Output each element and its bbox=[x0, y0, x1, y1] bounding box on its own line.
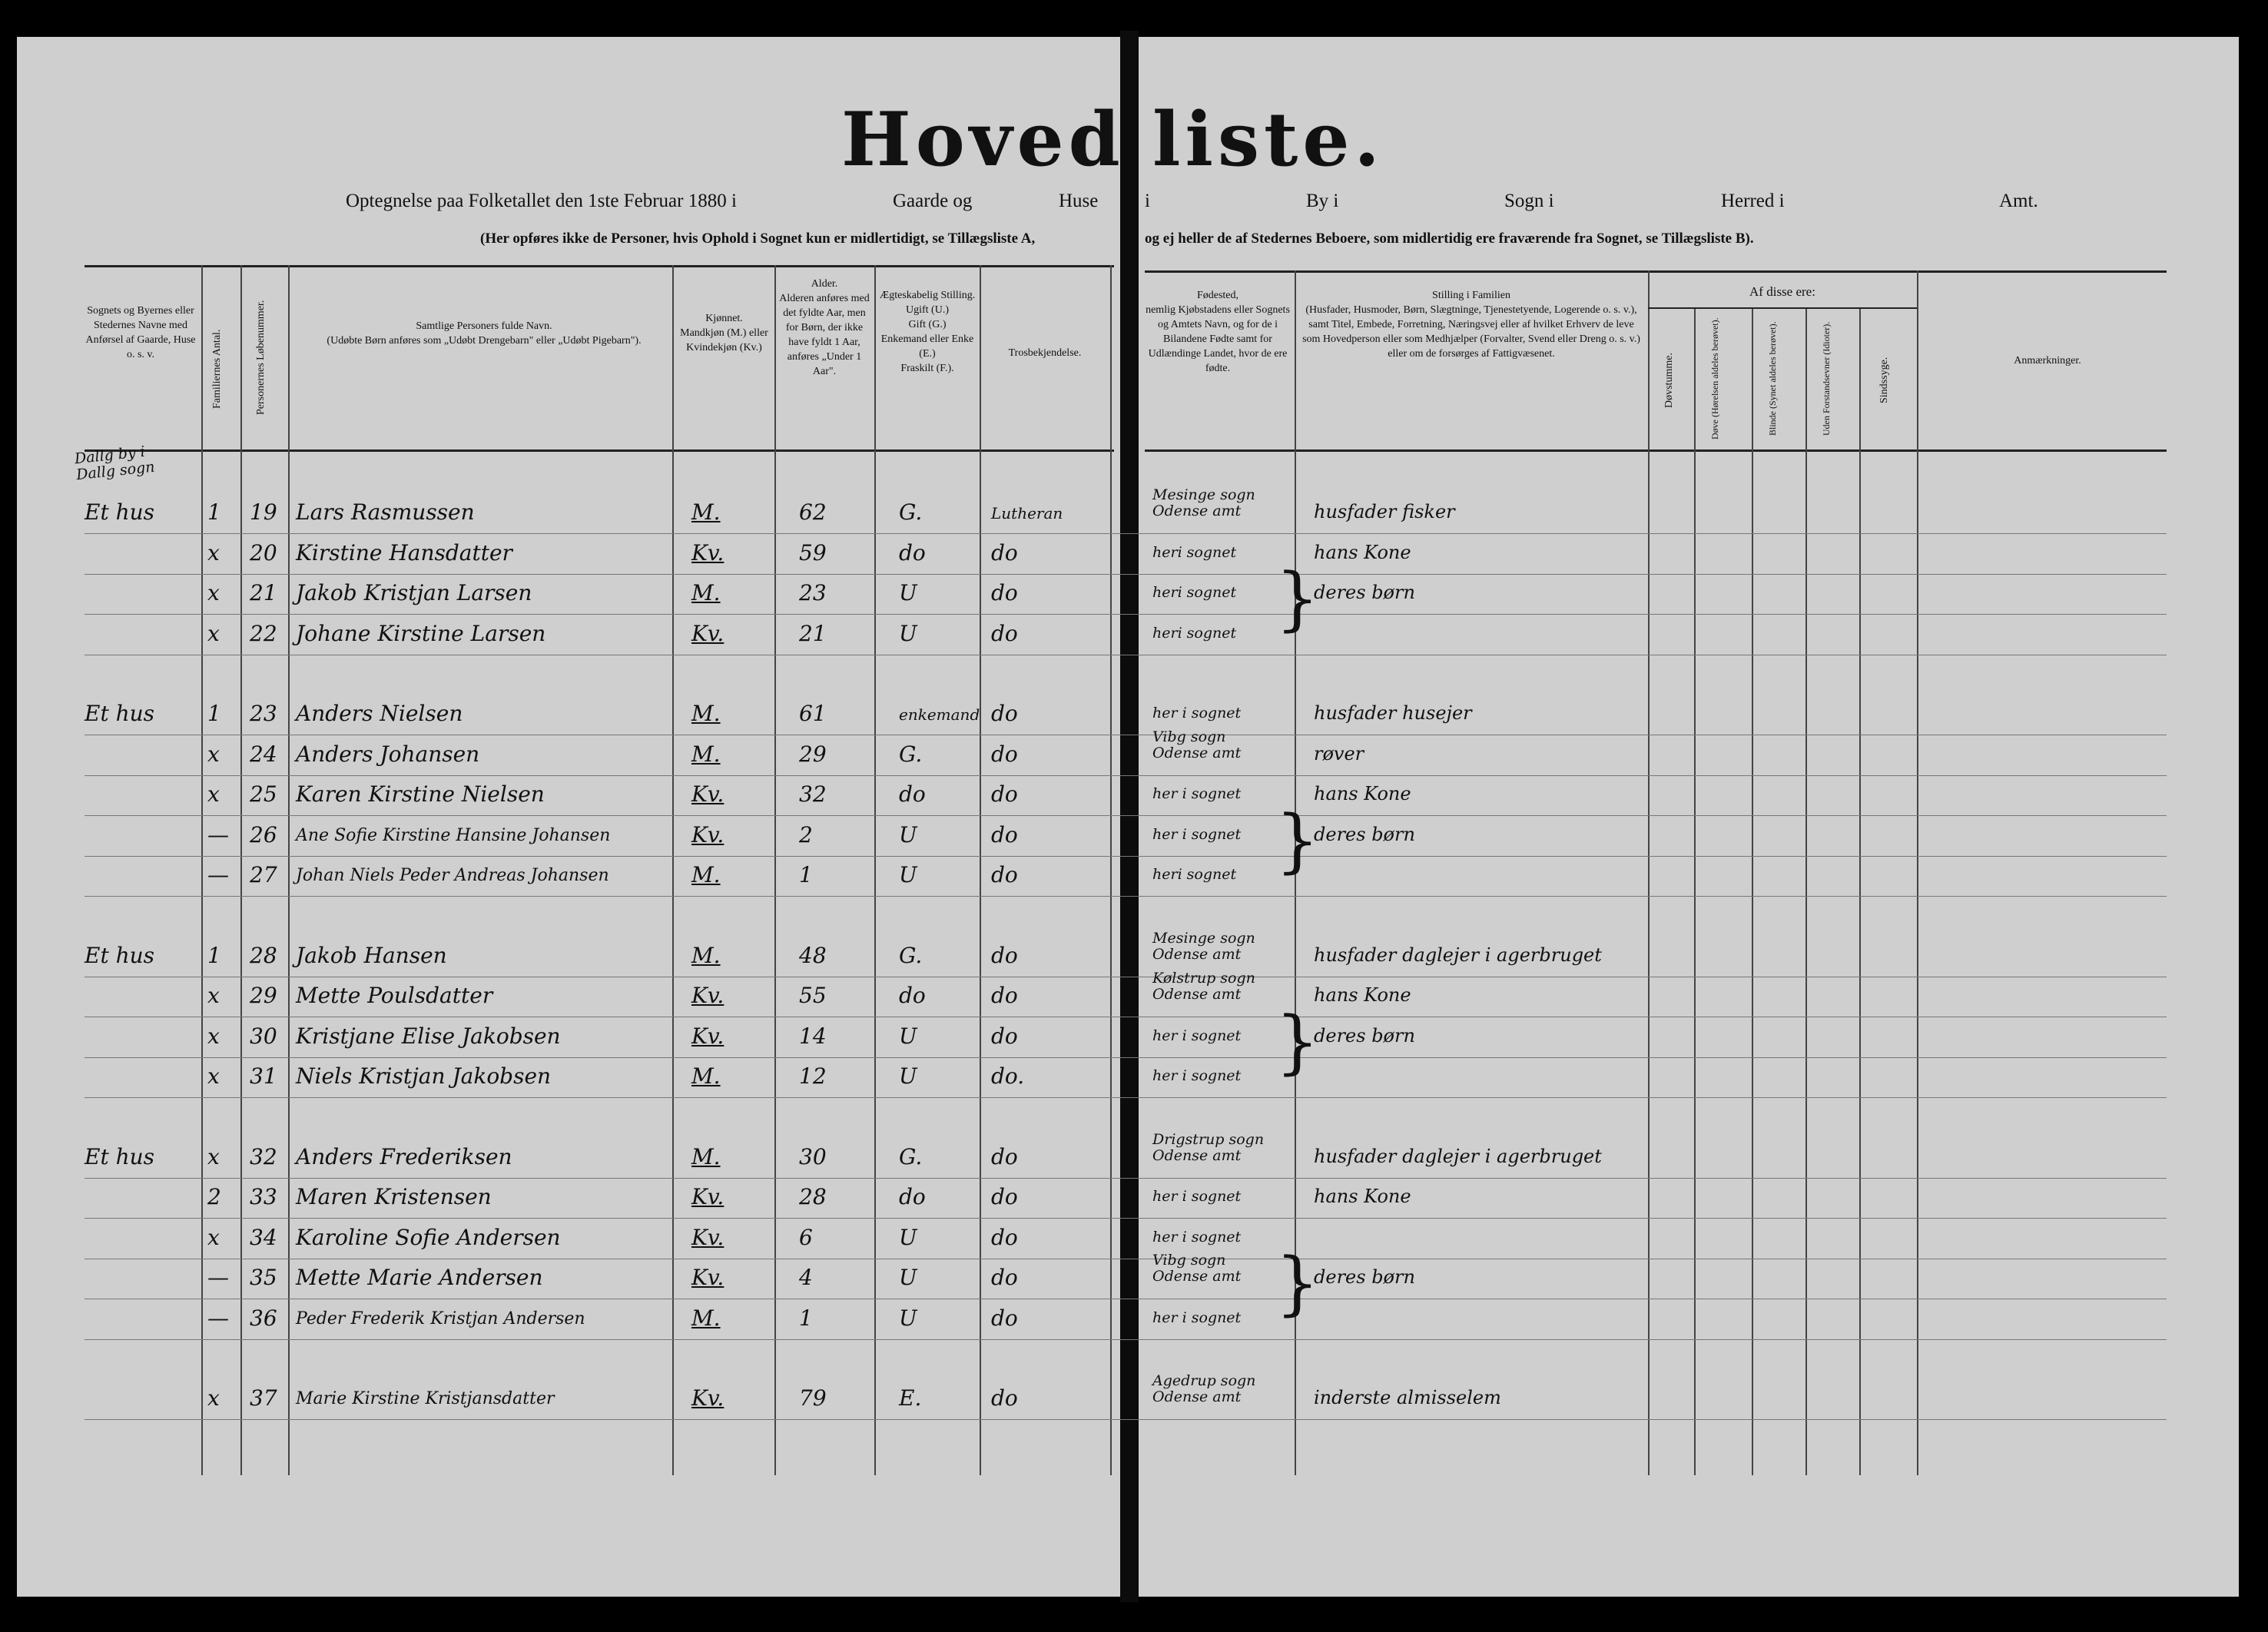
age: 2 bbox=[799, 821, 813, 848]
marital-status: U bbox=[899, 620, 917, 646]
person-number: 34 bbox=[250, 1224, 277, 1250]
birthplace: her i sognet bbox=[1152, 1067, 1242, 1084]
religion: do bbox=[991, 580, 1018, 605]
header-sex: Kjønnet. Mandkjøn (M.) eller Kvindekjøn (Kv.) bbox=[680, 313, 768, 353]
sex: Kv. bbox=[691, 1224, 724, 1250]
family-count: x bbox=[207, 1385, 220, 1411]
religion: do bbox=[991, 942, 1018, 968]
age: 59 bbox=[799, 539, 827, 566]
col-line bbox=[980, 265, 981, 1475]
birthplace: heri sognet bbox=[1152, 543, 1237, 561]
age: 62 bbox=[799, 499, 827, 525]
birthplace: Vibg sogn Odense amt bbox=[1152, 728, 1242, 761]
person-number: 36 bbox=[250, 1305, 277, 1331]
family-position: husfader husejer bbox=[1314, 702, 1472, 724]
house-label: Et hus bbox=[85, 701, 155, 726]
sex: M. bbox=[691, 1063, 721, 1089]
sex: Kv. bbox=[691, 1385, 724, 1411]
marital-status: enkemand bbox=[899, 705, 980, 724]
sex: M. bbox=[691, 580, 721, 605]
header-remarks: Anmærkninger. bbox=[2014, 355, 2081, 367]
person-name: Anders Nielsen bbox=[296, 701, 463, 726]
children-brace: } bbox=[1275, 559, 1320, 639]
family-position: deres børn bbox=[1314, 1266, 1415, 1288]
row-rule bbox=[85, 533, 2167, 534]
col-line bbox=[672, 265, 674, 1475]
header-insane: Uden Forstandsevner (Idioter). bbox=[1821, 321, 1832, 436]
person-number: 28 bbox=[250, 942, 277, 968]
religion: Lutheran bbox=[991, 504, 1063, 522]
age: 6 bbox=[799, 1224, 813, 1250]
af-disse-rule bbox=[1648, 307, 1917, 309]
row-rule bbox=[85, 815, 2167, 816]
religion: do bbox=[991, 1385, 1018, 1411]
subtitle-d: i bbox=[1145, 191, 1150, 211]
religion: do bbox=[991, 1265, 1018, 1290]
religion: do. bbox=[991, 1063, 1025, 1089]
person-number: 24 bbox=[250, 741, 277, 767]
col-line bbox=[1859, 307, 1861, 1475]
religion: do bbox=[991, 1023, 1018, 1049]
family-count: x bbox=[207, 1143, 220, 1169]
sex: Kv. bbox=[691, 620, 724, 646]
person-name: Peder Frederik Kristjan Andersen bbox=[296, 1309, 585, 1328]
note-right: og ej heller de af Stedernes Beboere, som midlertidig ere fraværende fra Sognet, se Tillægsliste B). bbox=[1145, 231, 1754, 247]
age: 79 bbox=[799, 1385, 827, 1411]
birthplace: Drigstrup sogn Odense amt bbox=[1152, 1130, 1265, 1164]
sex: Kv. bbox=[691, 539, 724, 566]
sex: M. bbox=[691, 862, 721, 887]
note-left: (Her opføres ikke de Personer, hvis Ophold i Sognet kun er midlertidigt, se Tillægsliste A, bbox=[480, 231, 1036, 247]
birthplace: Kølstrup sogn Odense amt bbox=[1152, 970, 1255, 1003]
marital-status: U bbox=[899, 1305, 917, 1331]
person-name: Jakob Kristjan Larsen bbox=[296, 580, 532, 605]
sex: Kv. bbox=[691, 821, 724, 848]
person-name: Johan Niels Peder Andreas Johansen bbox=[296, 866, 609, 885]
sex: Kv. bbox=[691, 983, 724, 1008]
house-label: Et hus bbox=[85, 942, 155, 968]
family-position: deres børn bbox=[1314, 582, 1415, 603]
family-count: 1 bbox=[207, 942, 221, 968]
marital-status: U bbox=[899, 821, 917, 848]
row-rule bbox=[85, 574, 2167, 575]
col-line bbox=[874, 265, 876, 1475]
col-line bbox=[1694, 307, 1696, 1475]
row-rule bbox=[85, 856, 2167, 857]
person-number: 19 bbox=[250, 499, 277, 525]
row-rule bbox=[85, 1218, 2167, 1219]
header-deaf: Døve (Hørelsen aldeles berøvet). bbox=[1709, 317, 1720, 440]
religion: do bbox=[991, 539, 1018, 566]
family-count: x bbox=[207, 1063, 220, 1089]
religion: do bbox=[991, 620, 1018, 646]
header-blind: Blinde (Synet aldeles berøvet). bbox=[1767, 321, 1778, 436]
birthplace: heri sognet bbox=[1152, 866, 1237, 883]
person-number: 27 bbox=[250, 862, 277, 887]
age: 30 bbox=[799, 1143, 827, 1169]
header-name: Samtlige Personers fulde Navn. (Udøbte Børn anføres som „Udøbt Drengebarn" eller „Udøbt Pigebarn"). bbox=[327, 320, 642, 347]
sex: M. bbox=[691, 942, 721, 968]
religion: do bbox=[991, 1143, 1018, 1169]
header-af-disse: Af disse ere: bbox=[1749, 284, 1815, 299]
subtitle-a: Optegnelse paa Folketallet den 1ste Februar 1880 i bbox=[346, 191, 737, 211]
family-position: røver bbox=[1314, 742, 1364, 765]
birthplace: Agedrup sogn Odense amt bbox=[1152, 1372, 1256, 1405]
person-name: Mette Poulsdatter bbox=[296, 983, 493, 1008]
person-name: Marie Kirstine Kristjansdatter bbox=[296, 1389, 555, 1408]
children-brace: } bbox=[1275, 1001, 1320, 1083]
religion: do bbox=[991, 862, 1018, 887]
birthplace: her i sognet bbox=[1152, 1188, 1242, 1205]
place-note: Dallg by i Dallg sogn bbox=[73, 443, 156, 484]
age: 28 bbox=[799, 1184, 827, 1209]
religion: do bbox=[991, 1224, 1018, 1250]
person-number: 25 bbox=[250, 781, 277, 807]
row-rule bbox=[85, 1097, 2167, 1098]
family-count: x bbox=[207, 741, 220, 767]
sex: Kv. bbox=[691, 1265, 724, 1290]
religion: do bbox=[991, 821, 1018, 848]
col-line bbox=[774, 265, 776, 1475]
age: 55 bbox=[799, 983, 827, 1008]
family-position: deres børn bbox=[1314, 823, 1415, 845]
top-rule-right bbox=[1145, 270, 2167, 273]
age: 21 bbox=[799, 620, 827, 646]
family-count: — bbox=[207, 1265, 229, 1290]
birthplace: heri sognet bbox=[1152, 624, 1237, 642]
age: 23 bbox=[799, 580, 827, 605]
person-name: Kristjane Elise Jakobsen bbox=[296, 1023, 561, 1049]
birthplace: her i sognet bbox=[1152, 705, 1242, 721]
family-count: x bbox=[207, 1224, 220, 1250]
book-spine bbox=[1120, 31, 1139, 1602]
age: 61 bbox=[799, 701, 827, 726]
person-number: 37 bbox=[250, 1385, 277, 1411]
family-count: x bbox=[207, 620, 220, 646]
marital-status: G. bbox=[899, 942, 923, 968]
person-name: Karen Kirstine Nielsen bbox=[296, 781, 545, 807]
sex: M. bbox=[691, 499, 721, 525]
sex: M. bbox=[691, 741, 721, 767]
person-number: 30 bbox=[250, 1023, 277, 1049]
col-line bbox=[1805, 307, 1807, 1475]
header-place: Sognets og Byernes eller Stedernes Navne med Anførsel af Gaarde, Huse o. s. v. bbox=[85, 305, 196, 360]
birthplace: her i sognet bbox=[1152, 785, 1242, 802]
marital-status: do bbox=[899, 1184, 926, 1209]
family-position: inderste almisselem bbox=[1314, 1387, 1501, 1408]
family-position: hans Kone bbox=[1314, 1186, 1411, 1207]
family-count: 1 bbox=[207, 499, 221, 525]
marital-status: E. bbox=[899, 1385, 922, 1411]
col-line bbox=[201, 265, 203, 1475]
person-number: 35 bbox=[250, 1265, 277, 1290]
header-position: Stilling i Familien (Husfader, Husmoder, Børn, Slægtninge, Tjenestetyende, Logerende o. s. v.), samt Titel, Embede, Forretning, Næringsvej eller af hvilket Erhverv de leve som Hovedperson eller som Medhjælper (Forvalter, Svend eller Dreng o. s. v.) eller om de forsørges af Fattigvæsenet. bbox=[1302, 290, 1640, 360]
person-number: 29 bbox=[250, 983, 277, 1008]
person-name: Karoline Sofie Andersen bbox=[296, 1224, 561, 1250]
header-rule-right bbox=[1145, 449, 2167, 452]
house-label: Et hus bbox=[85, 1143, 155, 1169]
family-count: x bbox=[207, 983, 220, 1008]
person-name: Jakob Hansen bbox=[296, 942, 447, 968]
religion: do bbox=[991, 741, 1018, 767]
header-age: Alder. Alderen anføres med det fyldte Aar, men for Børn, der ikke have fyldt 1 Aar, anføres „Under 1 Aar". bbox=[779, 278, 870, 377]
birthplace: heri sognet bbox=[1152, 584, 1237, 601]
left-page bbox=[17, 37, 1123, 1597]
family-count: 1 bbox=[207, 701, 221, 726]
person-number: 23 bbox=[250, 701, 277, 726]
marital-status: do bbox=[899, 983, 926, 1008]
religion: do bbox=[991, 1305, 1018, 1331]
marital-status: do bbox=[899, 539, 926, 566]
age: 1 bbox=[799, 1305, 813, 1331]
sex: Kv. bbox=[691, 1023, 724, 1049]
person-name: Johane Kirstine Larsen bbox=[296, 620, 546, 646]
birthplace: her i sognet bbox=[1152, 1228, 1242, 1246]
person-name: Ane Sofie Kirstine Hansine Johansen bbox=[296, 825, 611, 845]
birthplace: Mesinge sogn Odense amt bbox=[1152, 486, 1255, 519]
title-left: Hoved bbox=[841, 96, 1125, 183]
header-family-count: Familiernes Antal. bbox=[211, 329, 223, 409]
marital-status: U bbox=[899, 1063, 917, 1089]
subtitle-b: Gaarde og bbox=[893, 191, 973, 211]
family-count: x bbox=[207, 539, 220, 566]
subtitle-e: By i bbox=[1306, 191, 1339, 211]
person-name: Lars Rasmussen bbox=[296, 499, 475, 525]
birthplace: her i sognet bbox=[1152, 1027, 1242, 1044]
family-position: husfader daglejer i agerbruget bbox=[1314, 944, 1602, 966]
row-rule bbox=[85, 614, 2167, 615]
age: 32 bbox=[799, 781, 827, 807]
family-count: — bbox=[207, 1305, 229, 1331]
family-count: x bbox=[207, 1023, 220, 1049]
birthplace: her i sognet bbox=[1152, 825, 1242, 843]
family-count: x bbox=[207, 580, 220, 605]
sex: M. bbox=[691, 701, 721, 726]
religion: do bbox=[991, 701, 1018, 726]
marital-status: G. bbox=[899, 1143, 923, 1169]
row-rule bbox=[85, 1057, 2167, 1058]
marital-status: U bbox=[899, 1265, 917, 1290]
children-brace: } bbox=[1275, 1243, 1320, 1324]
header-deaf-mute: Døvstumme. bbox=[1663, 353, 1675, 408]
children-brace: } bbox=[1275, 800, 1320, 881]
row-rule bbox=[85, 1178, 2167, 1179]
marital-status: U bbox=[899, 862, 917, 887]
marital-status: U bbox=[899, 1224, 917, 1250]
col-line bbox=[1648, 270, 1650, 1475]
family-count: 2 bbox=[207, 1184, 221, 1209]
col-line bbox=[1917, 270, 1918, 1475]
person-number: 31 bbox=[250, 1063, 277, 1089]
family-position: hans Kone bbox=[1314, 541, 1411, 563]
birthplace: her i sognet bbox=[1152, 1309, 1242, 1326]
person-name: Anders Frederiksen bbox=[296, 1143, 512, 1169]
religion: do bbox=[991, 1184, 1018, 1209]
age: 4 bbox=[799, 1265, 813, 1290]
person-name: Maren Kristensen bbox=[296, 1184, 492, 1209]
person-name: Mette Marie Andersen bbox=[296, 1265, 543, 1290]
sex: Kv. bbox=[691, 781, 724, 807]
header-birthplace: Fødested, nemlig Kjøbstadens eller Sognets og Amtets Navn, og for de i Bilandene Fødte samt for Udlændinge Landet, hvor de ere fødte. bbox=[1146, 290, 1290, 374]
family-position: hans Kone bbox=[1314, 984, 1411, 1006]
house-label: Et hus bbox=[85, 499, 155, 525]
age: 29 bbox=[799, 741, 827, 767]
row-rule bbox=[85, 896, 2167, 897]
sex: M. bbox=[691, 1305, 721, 1331]
row-rule bbox=[85, 775, 2167, 776]
header-religion: Trosbekjendelse. bbox=[1008, 347, 1082, 359]
family-count: — bbox=[207, 821, 229, 848]
sex: M. bbox=[691, 1143, 721, 1169]
person-number: 26 bbox=[250, 821, 277, 848]
sex: Kv. bbox=[691, 1184, 724, 1209]
family-position: husfader fisker bbox=[1314, 501, 1455, 522]
person-name: Anders Johansen bbox=[296, 741, 480, 767]
marital-status: G. bbox=[899, 499, 923, 525]
age: 1 bbox=[799, 862, 813, 887]
col-line bbox=[288, 265, 290, 1475]
top-rule-left bbox=[85, 265, 1114, 267]
col-line bbox=[240, 265, 242, 1475]
header-person-no: Personernes Løbenummer. bbox=[255, 300, 267, 415]
person-number: 22 bbox=[250, 620, 277, 646]
subtitle-h: Amt. bbox=[1999, 191, 2038, 211]
person-name: Kirstine Hansdatter bbox=[296, 539, 512, 566]
family-position: hans Kone bbox=[1314, 783, 1411, 804]
subtitle-g: Herred i bbox=[1721, 191, 1785, 211]
col-line bbox=[1752, 307, 1753, 1475]
marital-status: G. bbox=[899, 741, 923, 767]
marital-status: U bbox=[899, 1023, 917, 1049]
person-number: 32 bbox=[250, 1143, 277, 1169]
marital-status: U bbox=[899, 580, 917, 605]
person-number: 20 bbox=[250, 539, 277, 566]
row-rule bbox=[85, 1339, 2167, 1340]
family-position: deres børn bbox=[1314, 1024, 1415, 1047]
header-marital: Ægteskabelig Stilling. Ugift (U.) Gift (G.) Enkemand eller Enke (E.) Fraskilt (F.). bbox=[879, 290, 976, 374]
religion: do bbox=[991, 983, 1018, 1008]
age: 14 bbox=[799, 1023, 827, 1049]
family-position: husfader daglejer i agerbruget bbox=[1314, 1145, 1602, 1167]
family-count: x bbox=[207, 781, 220, 807]
header-rule-left bbox=[85, 449, 1114, 452]
person-number: 33 bbox=[250, 1184, 277, 1209]
religion: do bbox=[991, 781, 1018, 807]
subtitle-c: Huse bbox=[1059, 191, 1099, 211]
person-number: 21 bbox=[250, 580, 277, 605]
age: 12 bbox=[799, 1063, 827, 1089]
family-count: — bbox=[207, 862, 229, 887]
subtitle-f: Sogn i bbox=[1504, 191, 1554, 211]
birthplace: Vibg sogn Odense amt bbox=[1152, 1252, 1242, 1285]
title-right: liste. bbox=[1152, 96, 1384, 183]
age: 48 bbox=[799, 942, 827, 968]
person-name: Niels Kristjan Jakobsen bbox=[296, 1063, 552, 1089]
header-mad: Sindssyge. bbox=[1878, 357, 1890, 404]
row-rule bbox=[85, 1419, 2167, 1420]
col-line bbox=[1110, 265, 1112, 1475]
birthplace: Mesinge sogn Odense amt bbox=[1152, 929, 1255, 963]
marital-status: do bbox=[899, 781, 926, 807]
